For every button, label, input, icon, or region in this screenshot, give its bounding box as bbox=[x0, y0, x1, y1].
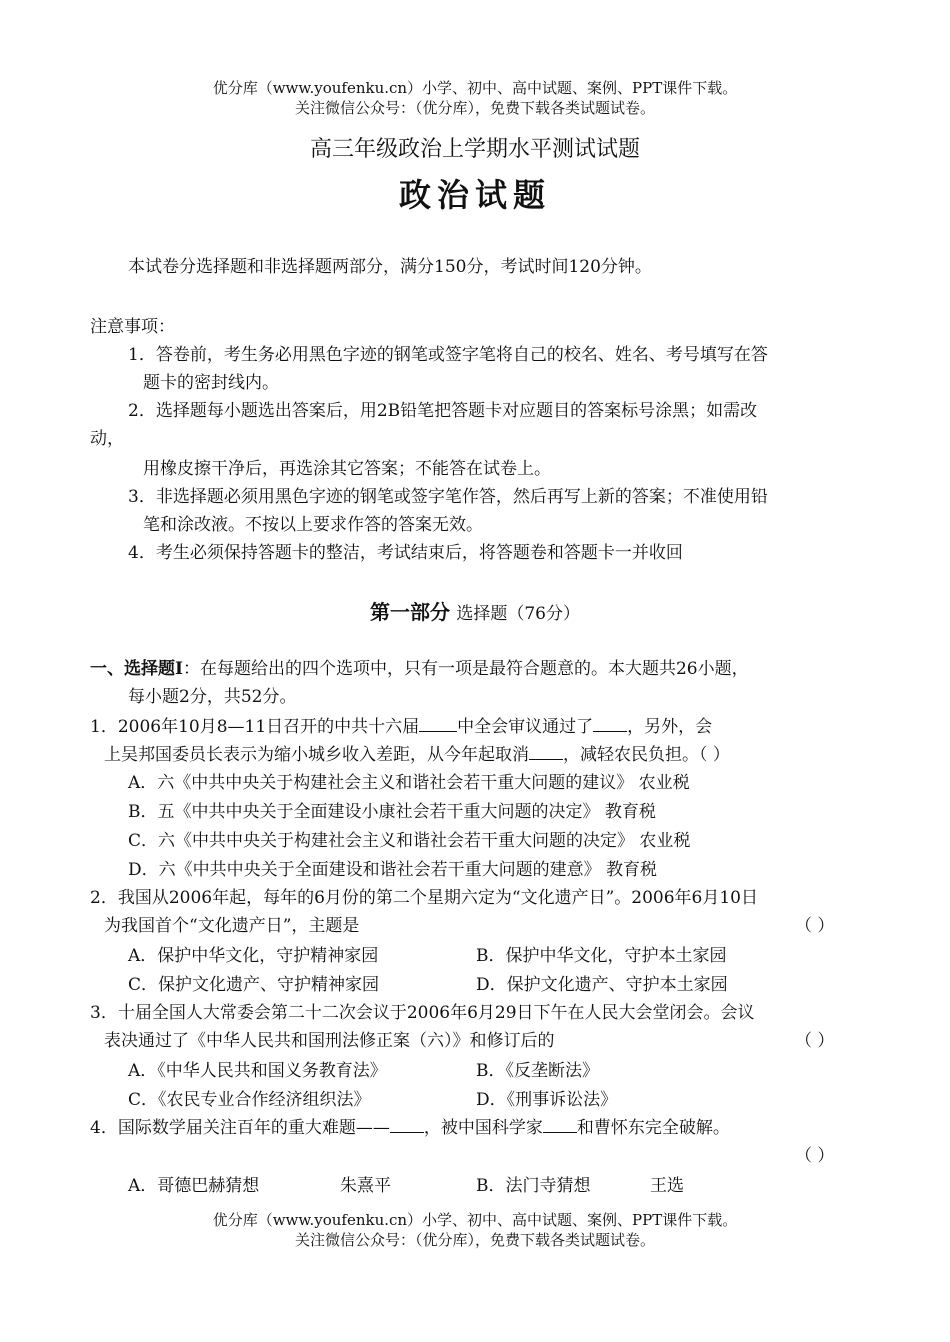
q2-stem-line-1: 2．我国从2006年起，每年的6月份的第二个星期六定为“文化遗产日”。2006年6月10日 bbox=[90, 888, 758, 908]
notice-item-2a: 2．选择题每小题选出答案后，用2B铅笔把答题卡对应题目的答案标号涂黑；如需改 bbox=[128, 401, 758, 421]
q2-option-b: B．保护中华文化，守护本土家园 bbox=[476, 946, 727, 966]
q4-option-a-text: A．哥德巴赫猜想 bbox=[128, 1176, 260, 1196]
q3-option-a: A．《中华人民共和国义务教育法》 bbox=[128, 1061, 387, 1081]
q4-blank-2 bbox=[543, 1116, 577, 1133]
q2-option-a: A．保护中华文化，守护精神家园 bbox=[128, 946, 379, 966]
q4-option-b-name: 王选 bbox=[650, 1176, 684, 1196]
notice-item-3b: 笔和涂改液。不按以上要求作答的答案无效。 bbox=[143, 515, 483, 535]
q1-blank-3 bbox=[529, 743, 563, 760]
footer-line-1: 优分库（www.youfenku.cn）小学、初中、高中试题、案例、PPT课件下载。 bbox=[212, 1211, 738, 1229]
notice-item-1b: 题卡的密封线内。 bbox=[143, 373, 279, 393]
q4-answer-paren: （ ） bbox=[795, 1146, 835, 1166]
q1-option-d: D．六《中共中央关于全面建设和谐社会若干重大问题的建意》 教育税 bbox=[128, 860, 658, 880]
part-one-heading bbox=[0, 596, 950, 625]
q1-stem-part-4: 上吴邦国委员长表示为缩小城乡收入差距，从今年起取消 bbox=[104, 745, 529, 765]
notice-item-1a: 1．答卷前，考生务必用黑色字迹的钢笔或签字笔将自己的校名、姓名、考号填写在答 bbox=[128, 345, 768, 365]
q1-stem-part-5: ，减轻农民负担。（ ） bbox=[563, 745, 730, 765]
q2-option-d: D．保护文化遗产、守护本土家园 bbox=[476, 975, 728, 995]
q1-blank-1 bbox=[419, 715, 457, 732]
section-one-line-2: 每小题2分，共52分。 bbox=[128, 687, 297, 707]
notice-heading: 注意事项： bbox=[90, 317, 175, 337]
notice-item-4: 4．考生必须保持答题卡的整洁，考试结束后，将答题卷和答题卡一并收回 bbox=[128, 543, 683, 563]
section-one-line-1 bbox=[90, 654, 749, 679]
header-line-2: 关注微信公众号：（优分库），免费下载各类试题试卷。 bbox=[294, 99, 655, 117]
q4-stem-part-2: ，被中国科学家 bbox=[423, 1118, 543, 1138]
exam-title: 政治试题 bbox=[398, 176, 551, 214]
intro-text: 本试卷分选择题和非选择题两部分，满分150分，考试时间120分钟。 bbox=[128, 257, 652, 277]
q4-blank-1 bbox=[390, 1116, 424, 1133]
q1-option-a: A．六《中共中央关于构建社会主义和谐社会若干重大问题的建议》 农业税 bbox=[128, 773, 690, 793]
q1-stem-part-2: 中全会审议通过了 bbox=[457, 717, 594, 737]
q3-stem-line-2: 表决通过了《中华人民共和国刑法修正案（六）》和修订后的 bbox=[104, 1031, 555, 1051]
part-one-label: 第一部分 bbox=[370, 600, 450, 624]
q1-option-c: C．六《中共中央关于构建社会主义和谐社会若干重大问题的决定》 农业税 bbox=[128, 831, 691, 851]
q3-answer-paren: （ ） bbox=[795, 1031, 835, 1051]
notice-item-2c: 用橡皮擦干净后，再选涂其它答案；不能答在试卷上。 bbox=[143, 459, 551, 479]
q4-stem-line-1 bbox=[90, 1113, 730, 1138]
q1-stem-part-3: ，另外，会 bbox=[627, 717, 713, 737]
q2-option-c: C．保护文化遗产、守护精神家园 bbox=[128, 975, 380, 995]
section-one-label: 一、选择题Ⅰ bbox=[90, 659, 183, 679]
q4-option-a-name: 朱熹平 bbox=[340, 1176, 391, 1196]
notice-item-2b: 动， bbox=[90, 429, 124, 449]
q4-option-b-text: B．法门寺猜想 bbox=[476, 1176, 591, 1196]
exam-subtitle: 高三年级政治上学期水平测试试题 bbox=[309, 137, 640, 162]
footer-line-2: 关注微信公众号：（优分库），免费下载各类试题试卷。 bbox=[294, 1231, 655, 1249]
part-one-desc: 选择题（76分） bbox=[456, 604, 580, 624]
q1-stem-part-1: 1．2006年10月8—11日召开的中共十六届 bbox=[90, 717, 420, 737]
q3-stem-line-1: 3．十届全国人大常委会第二十二次会议于2006年6月29日下午在人民大会堂闭会。会议 bbox=[90, 1003, 755, 1023]
header-line-1: 优分库（www.youfenku.cn）小学、初中、高中试题、案例、PPT课件下载。 bbox=[212, 79, 738, 97]
q4-stem-part-1: 4．国际数学届关注百年的重大难题—— bbox=[90, 1118, 390, 1138]
q3-option-d: D．《刑事诉讼法》 bbox=[476, 1090, 618, 1110]
q3-option-c: C．《农民专业合作经济组织法》 bbox=[128, 1090, 371, 1110]
q3-option-b: B．《反垄断法》 bbox=[476, 1061, 599, 1081]
q4-stem-part-3: 和曹怀东完全破解。 bbox=[576, 1118, 730, 1138]
section-one-text-a: ：在每题给出的四个选项中，只有一项是最符合题意的。本大题共26小题， bbox=[182, 659, 749, 679]
q1-blank-2 bbox=[593, 715, 627, 732]
q1-stem-line-1 bbox=[90, 712, 712, 737]
q2-stem-line-2: 为我国首个“文化遗产日”，主题是 bbox=[104, 916, 360, 936]
q1-stem-line-2 bbox=[104, 740, 730, 765]
q1-option-b: B．五《中共中央关于全面建设小康社会若干重大问题的决定》 教育税 bbox=[128, 802, 656, 822]
q2-answer-paren: （ ） bbox=[795, 916, 835, 936]
notice-item-3a: 3．非选择题必须用黑色字迹的钢笔或签字笔作答，然后再写上新的答案；不准使用铅 bbox=[128, 487, 768, 507]
